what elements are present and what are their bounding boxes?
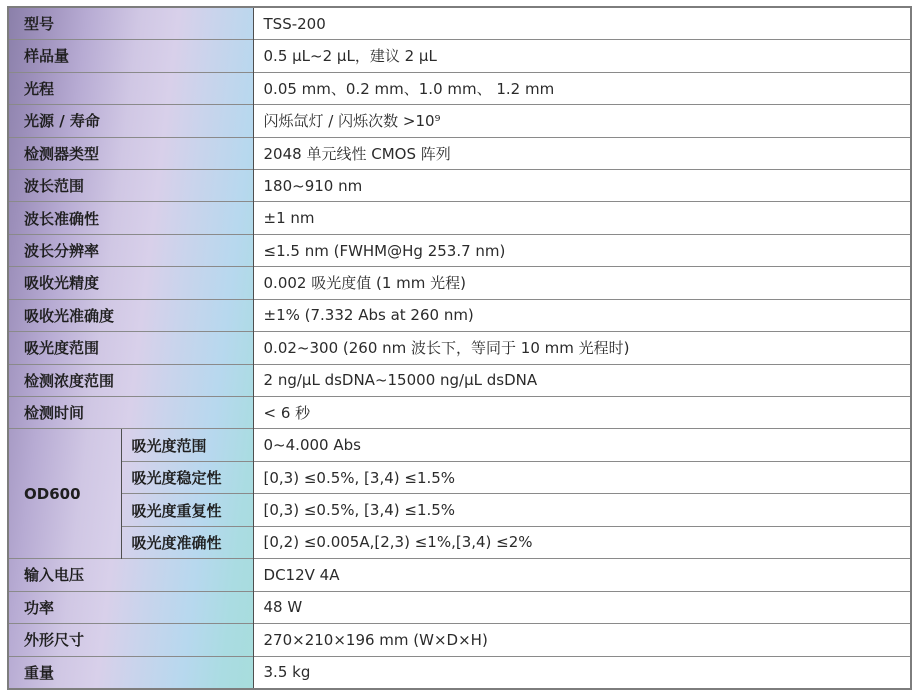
table-row — [9, 137, 910, 169]
spec-value: 闪烁氙灯 / 闪烁次数 >10⁹ — [253, 105, 910, 137]
table-row — [9, 234, 910, 266]
spec-label: 吸收光准确度 — [9, 299, 253, 331]
spec-value: 0.05 mm、0.2 mm、1.0 mm、 1.2 mm — [253, 72, 910, 104]
table-row — [9, 397, 910, 429]
spec-label: 检测器类型 — [9, 137, 253, 169]
spec-label: 光源 / 寿命 — [9, 105, 253, 137]
table-row — [9, 364, 910, 396]
table-row — [9, 299, 910, 331]
spec-value: ±1% (7.332 Abs at 260 nm) — [253, 299, 910, 331]
spec-value: 2048 单元线性 CMOS 阵列 — [253, 137, 910, 169]
table-row — [9, 332, 910, 364]
spec-table-grid — [9, 8, 910, 688]
table-row — [9, 656, 910, 688]
spec-label: 吸光度范围 — [9, 332, 253, 364]
spec-label: 波长准确性 — [9, 202, 253, 234]
spec-label: 波长范围 — [9, 169, 253, 201]
od600-sub-label: 吸光度范围 — [121, 429, 253, 461]
od600-sub-label: 吸光度重复性 — [121, 494, 253, 526]
spec-value: 48 W — [253, 591, 910, 623]
spec-value: [0,2) ≤0.005A,[2,3) ≤1%,[3,4) ≤2% — [253, 526, 910, 558]
spec-label: 波长分辨率 — [9, 234, 253, 266]
table-row — [9, 591, 910, 623]
spec-value: 180~910 nm — [253, 169, 910, 201]
spec-value: 0.5 μL~2 μL，建议 2 μL — [253, 40, 910, 72]
spec-value: DC12V 4A — [253, 559, 910, 591]
table-row — [9, 72, 910, 104]
table-row — [9, 559, 910, 591]
spec-value: ±1 nm — [253, 202, 910, 234]
od600-sub-label: 吸光度准确性 — [121, 526, 253, 558]
spec-value: 270×210×196 mm (W×D×H) — [253, 624, 910, 656]
spec-value: 0.002 吸光度值 (1 mm 光程) — [253, 267, 910, 299]
spec-value: 3.5 kg — [253, 656, 910, 688]
spec-value: [0,3) ≤0.5%, [3,4) ≤1.5% — [253, 494, 910, 526]
spec-label: 功率 — [9, 591, 253, 623]
spec-label: 重量 — [9, 656, 253, 688]
spec-label: 吸收光精度 — [9, 267, 253, 299]
spec-value: [0,3) ≤0.5%, [3,4) ≤1.5% — [253, 461, 910, 493]
table-row — [9, 202, 910, 234]
table-row — [9, 105, 910, 137]
table-row — [9, 494, 910, 526]
table-row — [9, 461, 910, 493]
spec-label: 型号 — [24, 15, 55, 34]
table-row — [9, 40, 910, 72]
table-row — [9, 8, 910, 40]
spec-label: 样品量 — [9, 40, 253, 72]
spec-value: TSS-200 — [253, 8, 910, 40]
spec-label: 外形尺寸 — [9, 624, 253, 656]
spec-label: 输入电压 — [9, 559, 253, 591]
table-row — [9, 526, 910, 558]
table-row — [9, 169, 910, 201]
spec-value: ≤1.5 nm (FWHM@Hg 253.7 nm) — [253, 234, 910, 266]
spec-value: < 6 秒 — [253, 397, 910, 429]
spec-value: 2 ng/μL dsDNA~15000 ng/μL dsDNA — [253, 364, 910, 396]
table-row — [9, 267, 910, 299]
spec-table — [7, 6, 912, 690]
spec-label: 检测时间 — [9, 397, 253, 429]
spec-label: 检测浓度范围 — [9, 364, 253, 396]
table-row — [9, 624, 910, 656]
od600-group-label: OD600 — [9, 429, 121, 559]
table-row — [9, 429, 910, 461]
od600-sub-label: 吸光度稳定性 — [121, 461, 253, 493]
spec-label: 光程 — [9, 72, 253, 104]
spec-value: 0.02~300 (260 nm 波长下，等同于 10 mm 光程时) — [253, 332, 910, 364]
spec-value: 0~4.000 Abs — [253, 429, 910, 461]
